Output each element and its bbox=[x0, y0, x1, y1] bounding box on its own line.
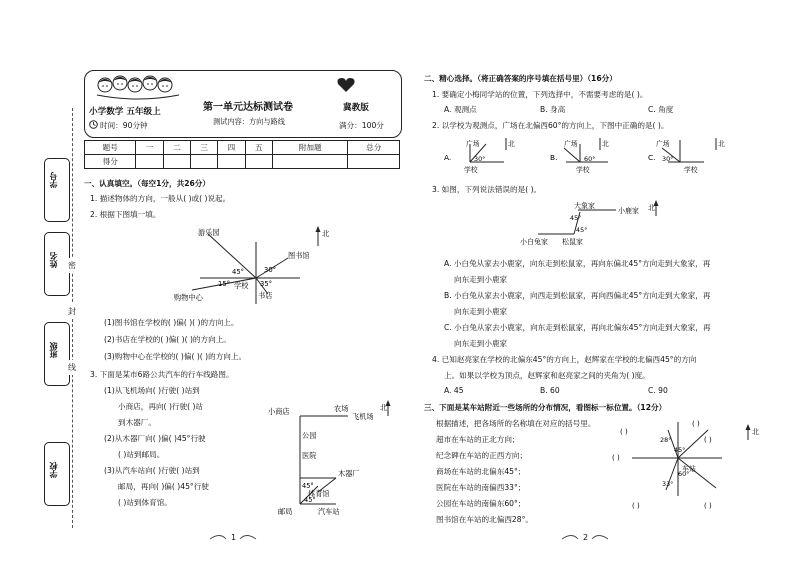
deer-home-label: 小鹿家 bbox=[618, 207, 639, 215]
left-page-number: 1 bbox=[231, 533, 237, 542]
question-2-4-line-1: 4. 已知赵亮家在学校的北偏东45°的方向上，赵辉家在学校的北偏西45°的方向 bbox=[432, 355, 697, 364]
elephant-home-label: 大象家 bbox=[574, 202, 595, 210]
score-table-score-row bbox=[85, 155, 400, 169]
answer-paren-park[interactable]: ( ) bbox=[704, 502, 712, 510]
score-table-header-row bbox=[85, 141, 400, 155]
question-1-3-line-3: 到木器厂。 bbox=[118, 418, 156, 427]
angle-30: 30° bbox=[264, 266, 277, 274]
library-label: 图书馆 bbox=[288, 251, 310, 260]
mall-label: 购物中心 bbox=[174, 293, 203, 302]
north-label: 北 bbox=[752, 428, 759, 436]
north-label-a: 北 bbox=[508, 140, 515, 148]
score-table bbox=[84, 140, 400, 169]
question-1-2-2: (2)书店在学校的( )偏( )( )的方向上。 bbox=[104, 335, 231, 344]
angle-45-squirrel: 45° bbox=[576, 226, 588, 234]
angle-45-post: 45° bbox=[304, 496, 316, 504]
right-page-number: 2 bbox=[583, 533, 589, 542]
angle-30-c: 30° bbox=[662, 155, 674, 163]
table-cell: 得分 bbox=[85, 155, 136, 169]
option-2-3-b-line-2[interactable]: 向东走到小鹿家 bbox=[454, 307, 508, 316]
bookstore-label: 书店 bbox=[258, 291, 273, 300]
question-2-2: 2. 以学校为观测点，广场在北偏西60°的方向上，下图中正确的是( )。 bbox=[432, 121, 669, 130]
option-2-2-a[interactable]: A. bbox=[444, 153, 452, 162]
park-label: 公园 bbox=[302, 431, 317, 440]
cut-word-xian: 线 bbox=[68, 360, 76, 375]
angle-45-factory: 45° bbox=[302, 482, 314, 490]
angle-60: 60° bbox=[678, 470, 690, 478]
table-cell: 五 bbox=[245, 141, 272, 155]
section3-line-3: 商场在车站的北偏东45°； bbox=[436, 467, 526, 476]
option-2-4-c[interactable]: C. 90 bbox=[648, 386, 668, 395]
score-cell[interactable] bbox=[245, 155, 272, 169]
station-label: 车站 bbox=[682, 465, 696, 473]
option-2-3-a-line-2[interactable]: 向东走到小鹿家 bbox=[454, 275, 508, 284]
animal-homes-diagram bbox=[516, 198, 666, 248]
section3-line-6: 图书馆在车站的北偏西28°。 bbox=[436, 515, 533, 524]
north-label: 北 bbox=[380, 403, 388, 412]
option-2-3-a-line-1[interactable]: A. 小白兔从家去小鹿家，向东走到松鼠家，再向东偏北45°方向走到大象家，再 bbox=[444, 259, 711, 268]
option-2-3-c-line-1[interactable]: C. 小白兔从家去小鹿家，向东走到松鼠家，再向北偏东45°方向走到大象家，再 bbox=[444, 323, 711, 332]
table-cell: 一 bbox=[136, 141, 163, 155]
section1-title: 一、认真填空。（每空1分，共26分） bbox=[84, 179, 210, 188]
answer-paren-library[interactable]: ( ) bbox=[620, 428, 628, 436]
option-2-3-b-line-1[interactable]: B. 小白兔从家去小鹿家，向西走到松鼠家，再向西偏北45°方向走到大象家，再 bbox=[444, 291, 711, 300]
square-label-c: 广场 bbox=[656, 140, 670, 148]
edition: 冀教版 bbox=[343, 103, 369, 113]
table-cell: 二 bbox=[163, 141, 190, 155]
option-2-3-c-line-2[interactable]: 向东走到小鹿家 bbox=[454, 339, 508, 348]
section3-line-2: 纪念碑在车站的正西方向； bbox=[436, 451, 528, 460]
score-cell[interactable] bbox=[163, 155, 190, 169]
angle-45: 45° bbox=[674, 446, 686, 454]
name-label: 姓名 bbox=[49, 252, 58, 268]
post-office-label: 邮局 bbox=[278, 507, 293, 516]
cut-word-feng: 封 bbox=[68, 304, 76, 319]
student-number-box[interactable] bbox=[44, 158, 70, 222]
option-2-2-b[interactable]: B. bbox=[550, 153, 558, 162]
airport-label: 飞机场 bbox=[352, 412, 374, 421]
angle-33: 33° bbox=[662, 480, 674, 488]
table-cell: 四 bbox=[218, 141, 245, 155]
score-cell[interactable] bbox=[191, 155, 218, 169]
farm-label: 农场 bbox=[334, 404, 349, 413]
north-label-b: 北 bbox=[602, 140, 609, 148]
square-label-b: 广场 bbox=[564, 140, 578, 148]
question-1-3-line-6: (3)从汽车站向( )行驶( )站到 bbox=[104, 466, 200, 475]
question-1-2-1: (1)图书馆在学校的( )偏( )( )的方向上。 bbox=[104, 318, 239, 327]
squirrel-home-label: 松鼠家 bbox=[562, 238, 583, 246]
binding-strip bbox=[0, 0, 80, 562]
score-cell[interactable] bbox=[348, 155, 400, 169]
school-label-c: 学校 bbox=[684, 166, 698, 174]
station-direction-diagram bbox=[612, 416, 762, 516]
question-1-3: 3. 下面是某市6路公共汽车的行车线路图。 bbox=[90, 370, 234, 379]
section3-intro: 根据描述，把各场所的名称填在对应的括号里。 bbox=[436, 419, 596, 428]
angle-15: 15° bbox=[218, 280, 231, 288]
rabbit-home-label: 小白兔家 bbox=[520, 238, 548, 246]
section3-line-4: 医院在车站的南偏西33°； bbox=[436, 483, 526, 492]
section3-line-5: 公园在车站的南偏东60°； bbox=[436, 499, 526, 508]
question-2-4-line-2: 上。如果以学校为顶点，赵辉家和赵亮家之间的夹角为( )度。 bbox=[444, 371, 650, 380]
angle-60-b: 60° bbox=[584, 155, 596, 163]
section3-line-1: 超市在车站的正北方向； bbox=[436, 435, 520, 444]
test-title: 第一单元达标测试卷 bbox=[203, 102, 293, 113]
time-limit: 时间：90分钟 bbox=[100, 121, 148, 130]
shop-label: 小商店 bbox=[268, 407, 290, 416]
north-label: 北 bbox=[648, 204, 655, 212]
question-1-3-line-2: 小商店，再向( )行驶( )站 bbox=[118, 402, 204, 411]
answer-paren-hospital[interactable]: ( ) bbox=[632, 502, 640, 510]
children-logo bbox=[95, 73, 181, 101]
school-label-a: 学校 bbox=[464, 166, 478, 174]
question-1-1: 1. 描述物体的方向，一般从( )或( )说起。 bbox=[90, 194, 231, 203]
question-1-2-3: (3)购物中心在学校的( )偏( )( )的方向上。 bbox=[104, 352, 247, 361]
table-cell: 总分 bbox=[348, 141, 400, 155]
north-label: 北 bbox=[322, 229, 330, 238]
clock-icon bbox=[89, 120, 98, 129]
hospital-label: 医院 bbox=[302, 451, 317, 460]
angle-45: 45° bbox=[232, 268, 245, 276]
option-2-4-b[interactable]: B. 60 bbox=[540, 386, 560, 395]
question-1-3-line-5: ( )站到邮局。 bbox=[118, 450, 165, 459]
option-2-1-b[interactable]: B. 身高 bbox=[540, 105, 566, 114]
score-cell[interactable] bbox=[136, 155, 163, 169]
amusement-park-label: 游乐园 bbox=[198, 228, 220, 237]
test-header bbox=[84, 70, 402, 138]
furniture-factory-label: 木器厂 bbox=[338, 469, 360, 478]
question-1-2: 2. 根据下图填一填。 bbox=[90, 210, 161, 219]
north-label-c: 北 bbox=[718, 140, 725, 148]
question-2-1: 1. 要确定小梅同学站的位置，下列选择中，不需要考虑的是( )。 bbox=[432, 90, 648, 99]
option-2-1-c[interactable]: C. 角度 bbox=[648, 105, 674, 114]
gym-label: 体育馆 bbox=[308, 489, 330, 498]
option-2-2-c[interactable]: C. bbox=[648, 153, 656, 162]
table-cell: 题号 bbox=[85, 141, 136, 155]
school-label: 学校 bbox=[234, 281, 249, 290]
option-2-1-a[interactable]: A. 观测点 bbox=[444, 105, 477, 114]
school-label: 学校 bbox=[49, 462, 58, 478]
score-cell[interactable] bbox=[272, 155, 348, 169]
full-score: 满分：100分 bbox=[339, 121, 384, 130]
question-2-3: 3. 如图，下列说法错误的是( )。 bbox=[432, 185, 542, 194]
test-content: 测试内容：方向与路线 bbox=[213, 117, 285, 126]
direction-diagram-school bbox=[160, 222, 340, 308]
class-label: 班级 bbox=[49, 342, 58, 358]
score-cell[interactable] bbox=[218, 155, 245, 169]
student-number-label: 学号 bbox=[49, 172, 58, 188]
section2-title: 二、精心选择。（将正确答案的序号填在括号里）（16分） bbox=[424, 74, 617, 83]
cut-word-mi: 密 bbox=[68, 258, 76, 273]
answer-paren-monument[interactable]: ( ) bbox=[612, 454, 620, 462]
square-direction-options bbox=[440, 134, 740, 178]
school-label-b: 学校 bbox=[576, 166, 590, 174]
subject-grade: 小学数学 五年级上 bbox=[89, 107, 161, 117]
angle-30-a: 30° bbox=[474, 155, 486, 163]
question-1-3-line-4: (2)从木器厂向( )偏( )45°行驶 bbox=[104, 434, 206, 443]
section3-title: 三、下面是某车站附近一些场所的分布情况，看图标一标位置。（12分） bbox=[424, 403, 667, 412]
angle-28: 28° bbox=[660, 436, 672, 444]
answer-paren-supermarket[interactable]: ( ) bbox=[692, 420, 700, 428]
answer-paren-mall[interactable]: ( ) bbox=[704, 436, 712, 444]
bus-station-label: 汽车站 bbox=[318, 507, 340, 516]
heart-icon bbox=[337, 77, 355, 93]
angle-45-elephant: 45° bbox=[570, 214, 582, 222]
question-1-3-line-1: (1)从飞机场向( )行驶( )站到 bbox=[104, 386, 200, 395]
square-label-a: 广场 bbox=[466, 140, 480, 148]
question-1-3-line-8: ( )站到体育馆。 bbox=[118, 498, 172, 507]
question-1-3-line-7: 邮局，再向( )偏( )45°行驶 bbox=[118, 482, 209, 491]
angle-35: 35° bbox=[260, 280, 273, 288]
table-cell: 三 bbox=[191, 141, 218, 155]
bus-route-diagram bbox=[262, 396, 398, 522]
table-cell: 附加题 bbox=[272, 141, 348, 155]
option-2-4-a[interactable]: A. 45 bbox=[444, 386, 464, 395]
